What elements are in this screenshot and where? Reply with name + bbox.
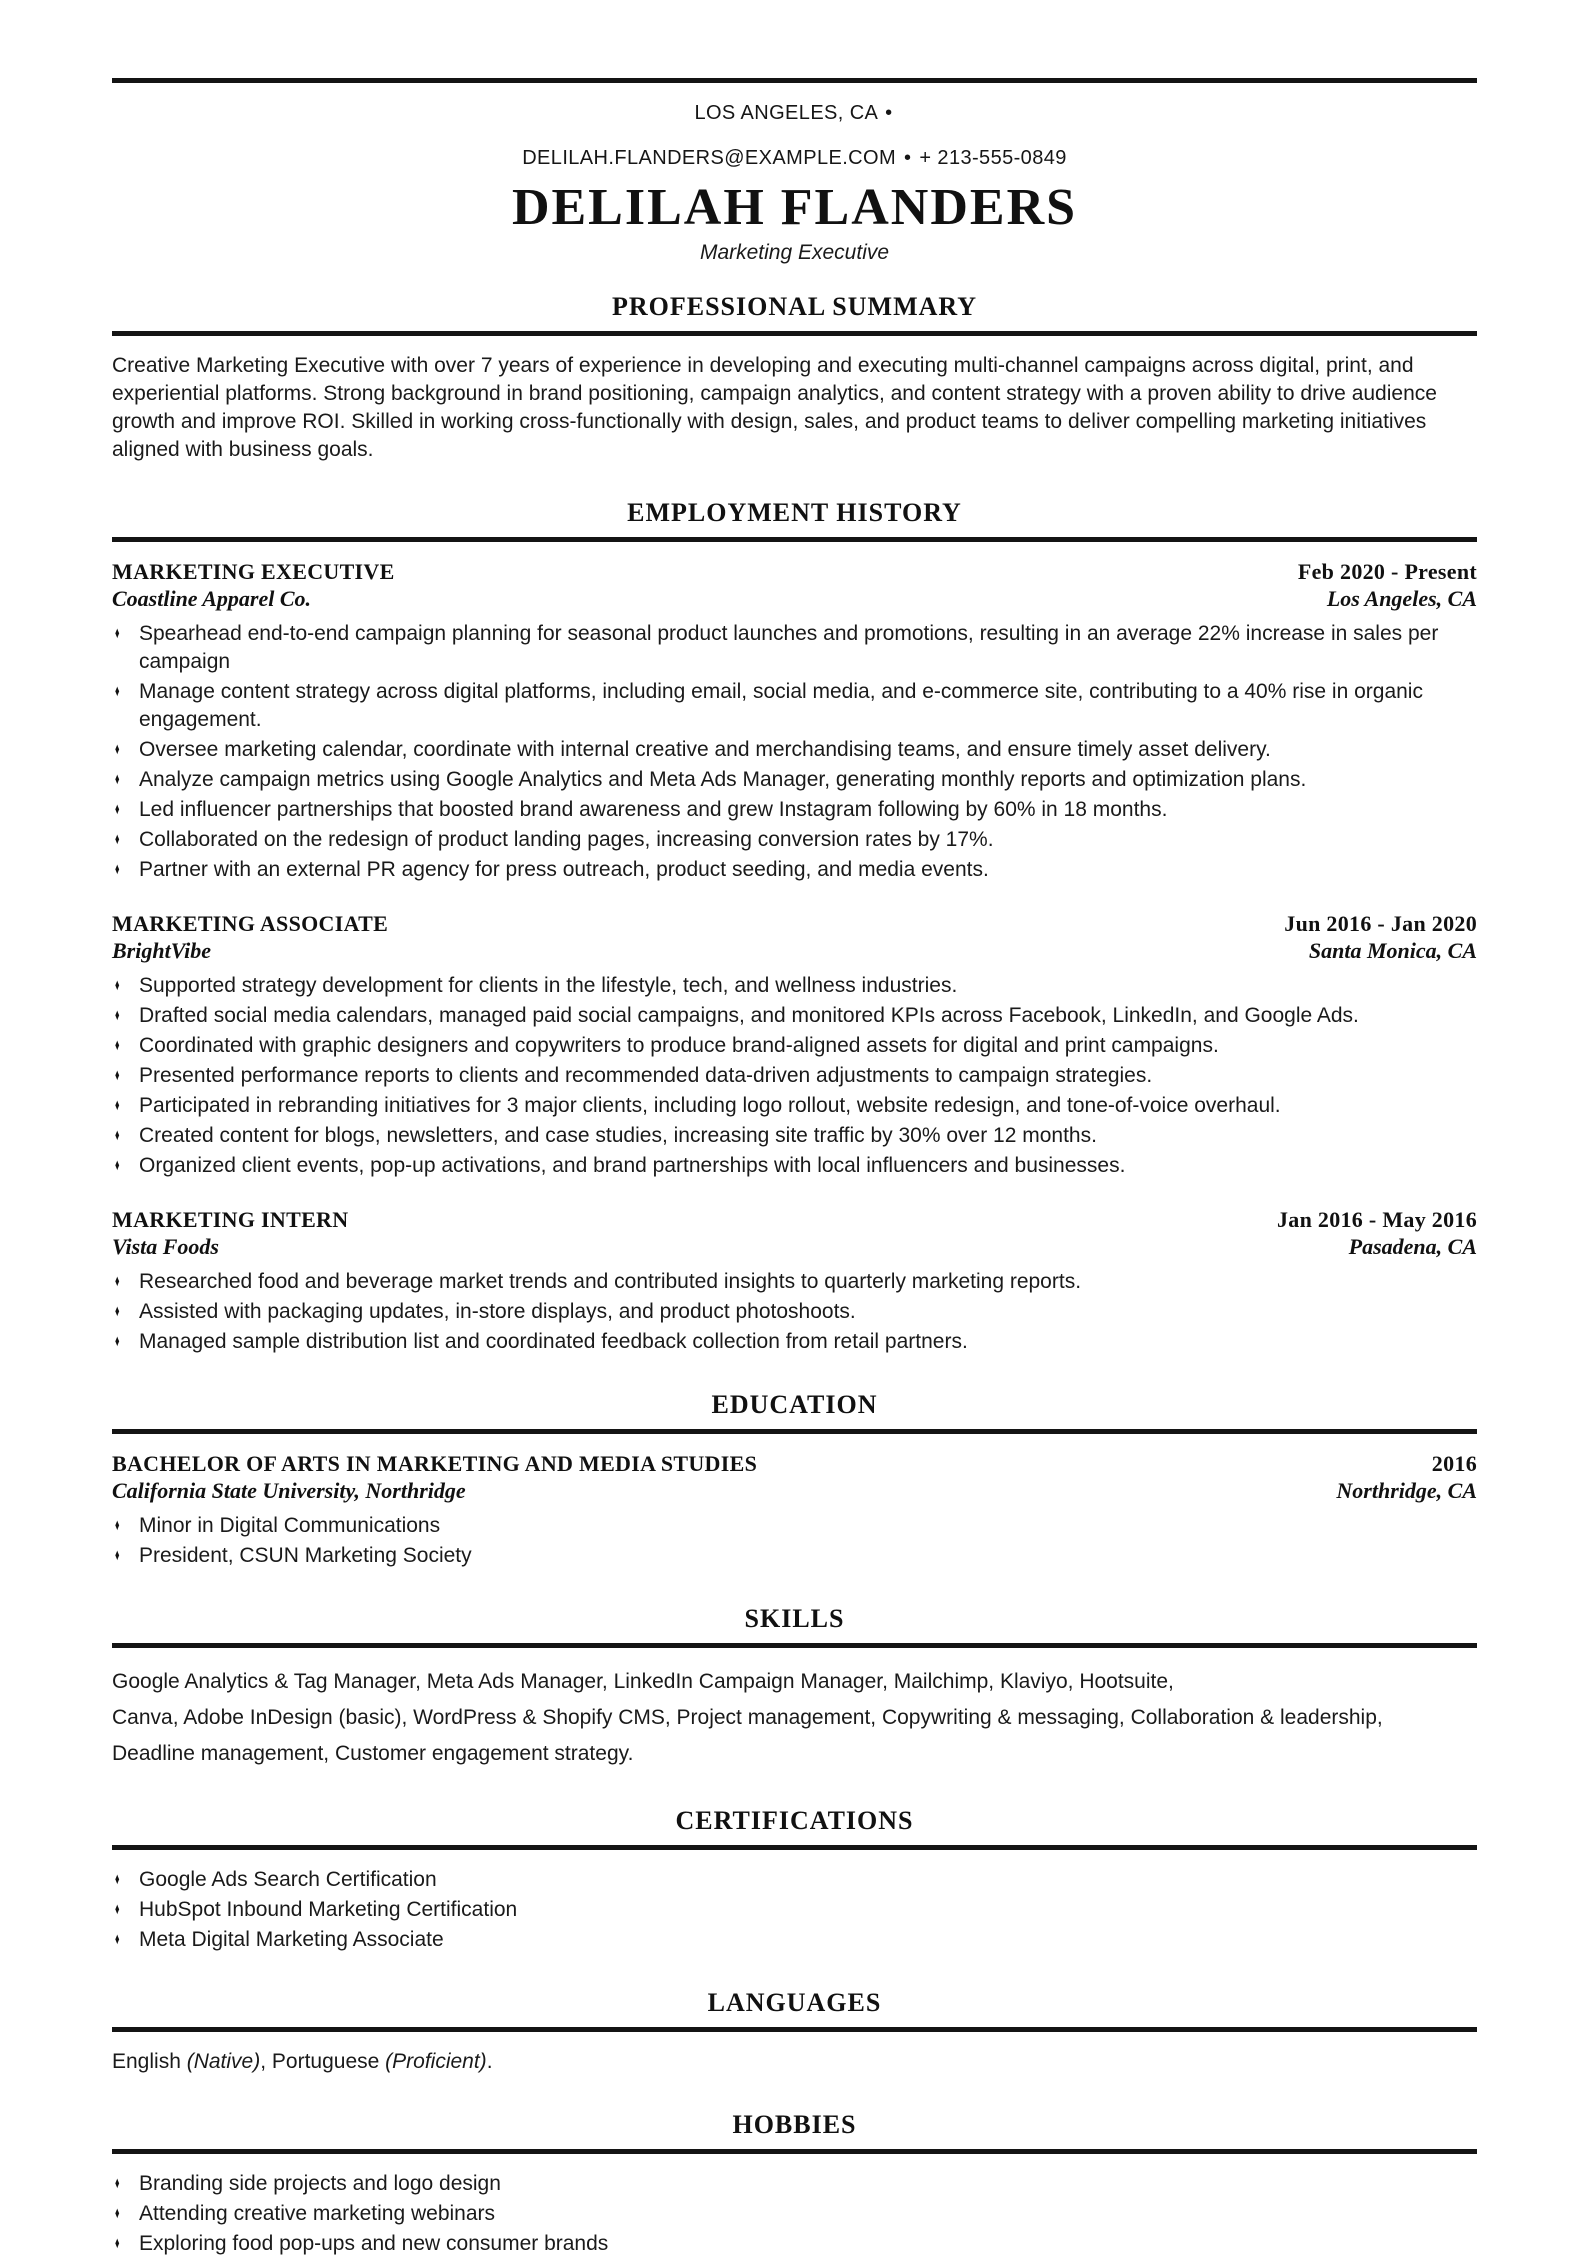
section-divider (112, 2149, 1477, 2154)
job-bullet: ♦ Collaborated on the redesign of product landing pages, increasing conversion rates by 17%. (112, 826, 1477, 854)
skills-heading: SKILLS (744, 1604, 845, 1633)
section-education (112, 1390, 1477, 1570)
job-dates: Jun 2016 - Jan 2020 (1284, 911, 1477, 936)
job-title: MARKETING ASSOCIATE (112, 911, 389, 936)
employment-heading: EMPLOYMENT HISTORY (627, 498, 962, 527)
hobby-bullet: ♦ Exploring food pop-ups and new consumer brands (112, 2230, 1477, 2258)
diamond-bullet-icon: ♦ (115, 1127, 120, 1144)
diamond-bullet-icon: ♦ (115, 977, 120, 994)
job-bullet: ♦ Manage content strategy across digital platforms, including email, social media, and e-commerce site, contributing to a 40% rise in organic engagement. (115, 680, 1423, 731)
skills-line: Canva, Adobe InDesign (basic), WordPress & Shopify CMS, Project management, Copywriting & messaging, Collaboration & leadership, (112, 1706, 1383, 1729)
diamond-bullet-icon: ♦ (115, 2235, 120, 2252)
diamond-bullet-icon: ♦ (115, 625, 120, 642)
section-divider (112, 537, 1477, 542)
education-bullet: ♦ President, CSUN Marketing Society (112, 1542, 1477, 1570)
education-entry (112, 1450, 1477, 1570)
resume-header (112, 98, 1477, 266)
diamond-bullet-icon: ♦ (115, 1007, 120, 1024)
section-employment (112, 498, 1477, 1356)
diamond-bullet-icon: ♦ (115, 741, 120, 758)
job-bullet: ♦ Presented performance reports to clients and recommended data-driven adjustments to campaign strategies. (112, 1062, 1477, 1090)
job-bullet: ♦ Assisted with packaging updates, in-store displays, and product photoshoots. (112, 1298, 1477, 1326)
hobbies-heading: HOBBIES (732, 2110, 857, 2139)
diamond-bullet-icon: ♦ (115, 1517, 120, 1534)
education-year: 2016 (1431, 1451, 1477, 1476)
job-bullet: ♦ Spearhead end-to-end campaign planning for seasonal product launches and promotions, resulting in an average 22% increase in sales per campaign (115, 622, 1439, 673)
candidate-name: DELILAH FLANDERS (511, 179, 1078, 236)
hobby-bullet: ♦ Attending creative marketing webinars (112, 2200, 1477, 2228)
job-title: MARKETING INTERN (112, 1207, 349, 1232)
job-bullet: ♦ Oversee marketing calendar, coordinate with internal creative and merchandising teams, and ensure timely asset delivery. (112, 736, 1477, 764)
job-bullet: ♦ Analyze campaign metrics using Google Analytics and Meta Ads Manager, generating monthly reports and optimization plans. (112, 766, 1477, 794)
skills-line: Google Analytics & Tag Manager, Meta Ads Manager, LinkedIn Campaign Manager, Mailchimp, Klaviyo, Hootsuite, (112, 1670, 1174, 1693)
job-entry (112, 558, 1477, 884)
languages-heading: LANGUAGES (707, 1988, 882, 2017)
job-dates: Jan 2016 - May 2016 (1276, 1207, 1477, 1232)
section-summary (112, 292, 1477, 464)
diamond-bullet-icon: ♦ (115, 1067, 120, 1084)
summary-text: Creative Marketing Executive with over 7 years of experience in developing and executing multi-channel campaigns across digital, print, and experiential platforms. Strong background in brand positioning, campaign analytics, and content strategy with a proven ability to drive audience growth and improve ROI. Skilled in working cross-functionally with design, sales, and product teams to deliver compelling marketing initiatives aligned with business goals. (112, 354, 1437, 461)
diamond-bullet-icon: ♦ (115, 1871, 120, 1888)
certification-bullet: ♦ Google Ads Search Certification (112, 1866, 1477, 1894)
education-school: California State University, Northridge (112, 1478, 466, 1503)
diamond-bullet-icon: ♦ (115, 2205, 120, 2222)
contact-line-1 (112, 98, 1477, 128)
diamond-bullet-icon: ♦ (115, 1303, 120, 1320)
hobby-bullet: ♦ Branding side projects and logo design (112, 2170, 1477, 2198)
languages-text: English (Native), Portuguese (Proficient). (112, 2050, 493, 2073)
diamond-bullet-icon: ♦ (115, 831, 120, 848)
section-skills (112, 1604, 1477, 1772)
job-location: Pasadena, CA (1348, 1234, 1477, 1259)
section-languages (112, 1988, 1477, 2076)
section-divider (112, 1845, 1477, 1850)
job-dates: Feb 2020 - Present (1297, 559, 1477, 584)
certification-bullet: ♦ Meta Digital Marketing Associate (112, 1926, 1477, 1954)
diamond-bullet-icon: ♦ (115, 1037, 120, 1054)
job-bullet: ♦ Researched food and beverage market trends and contributed insights to quarterly marketing reports. (112, 1268, 1477, 1296)
job-bullet: ♦ Supported strategy development for clients in the lifestyle, tech, and wellness industries. (112, 972, 1477, 1000)
diamond-bullet-icon: ♦ (115, 1273, 120, 1290)
diamond-bullet-icon: ♦ (115, 2175, 120, 2192)
contact-separator: • (885, 102, 893, 124)
education-degree: BACHELOR OF ARTS IN MARKETING AND MEDIA STUDIES (112, 1451, 758, 1476)
section-divider (112, 1643, 1477, 1648)
education-heading: EDUCATION (711, 1390, 878, 1419)
diamond-bullet-icon: ♦ (115, 1097, 120, 1114)
skills-line: Deadline management, Customer engagement strategy. (112, 1742, 634, 1765)
contact-line-2 (112, 143, 1477, 173)
job-bullet: ♦ Partner with an external PR agency for press outreach, product seeding, and media events. (112, 856, 1477, 884)
job-entry (112, 1206, 1477, 1356)
contact-separator: • (904, 147, 912, 169)
certifications-heading: CERTIFICATIONS (675, 1806, 914, 1835)
job-bullet: ♦ Participated in rebranding initiatives for 3 major clients, including logo rollout, website redesign, and tone-of-voice overhaul. (112, 1092, 1477, 1120)
education-location: Northridge, CA (1336, 1478, 1477, 1503)
section-divider (112, 1429, 1477, 1434)
summary-heading: PROFESSIONAL SUMMARY (611, 292, 978, 321)
job-bullet: ♦ Managed sample distribution list and coordinated feedback collection from retail partners. (112, 1328, 1477, 1356)
job-bullet: ♦ Drafted social media calendars, managed paid social campaigns, and monitored KPIs across Facebook, LinkedIn, and Google Ads. (112, 1002, 1477, 1030)
diamond-bullet-icon: ♦ (115, 1547, 120, 1564)
section-divider (112, 2027, 1477, 2032)
job-company: BrightVibe (112, 938, 212, 963)
section-certifications (112, 1806, 1477, 1954)
job-company: Coastline Apparel Co. (112, 586, 312, 611)
contact-phone: + 213-555-0849 (919, 147, 1067, 169)
diamond-bullet-icon: ♦ (115, 1901, 120, 1918)
section-hobbies (112, 2110, 1477, 2258)
section-divider (112, 331, 1477, 336)
diamond-bullet-icon: ♦ (115, 683, 120, 700)
diamond-bullet-icon: ♦ (115, 861, 120, 878)
top-divider (112, 78, 1477, 83)
contact-location: LOS ANGELES, CA (694, 102, 878, 124)
job-title: MARKETING EXECUTIVE (112, 559, 395, 584)
education-bullet: ♦ Minor in Digital Communications (112, 1512, 1477, 1540)
job-bullet: ♦ Organized client events, pop-up activations, and brand partnerships with local influencers and businesses. (112, 1152, 1477, 1180)
contact-email: DELILAH.FLANDERS@EXAMPLE.COM (522, 147, 897, 169)
diamond-bullet-icon: ♦ (115, 1931, 120, 1948)
job-company: Vista Foods (112, 1234, 219, 1259)
diamond-bullet-icon: ♦ (115, 1333, 120, 1350)
candidate-title: Marketing Executive (699, 241, 890, 264)
job-location: Santa Monica, CA (1308, 938, 1477, 963)
job-bullet: ♦ Led influencer partnerships that boosted brand awareness and grew Instagram following by 60% in 18 months. (112, 796, 1477, 824)
job-location: Los Angeles, CA (1326, 586, 1477, 611)
job-bullet: ♦ Created content for blogs, newsletters, and case studies, increasing site traffic by 30% over 12 months. (112, 1122, 1477, 1150)
certification-bullet: ♦ HubSpot Inbound Marketing Certification (112, 1896, 1477, 1924)
diamond-bullet-icon: ♦ (115, 1157, 120, 1174)
job-bullet: ♦ Coordinated with graphic designers and copywriters to produce brand-aligned assets for digital and print campaigns. (112, 1032, 1477, 1060)
diamond-bullet-icon: ♦ (115, 771, 120, 788)
diamond-bullet-icon: ♦ (115, 801, 120, 818)
job-entry (112, 910, 1477, 1180)
